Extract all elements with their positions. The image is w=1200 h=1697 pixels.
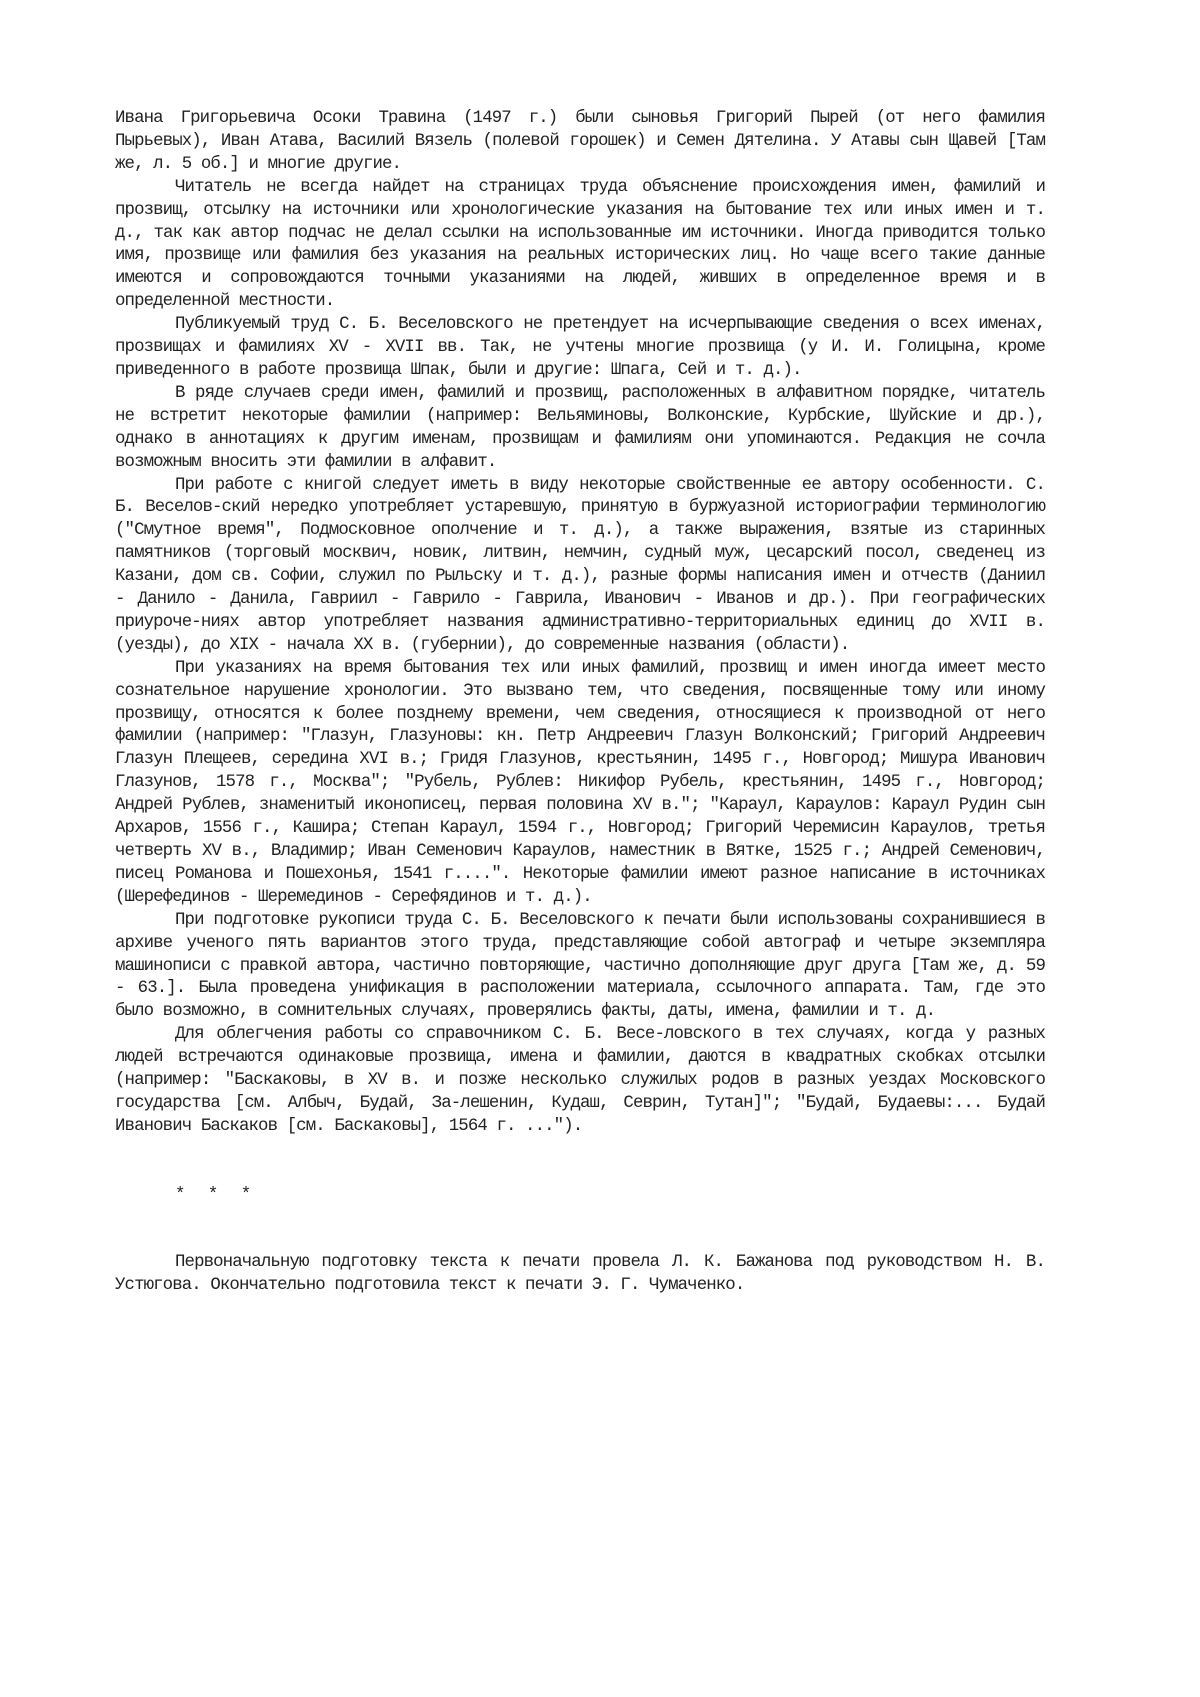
paragraph-1: Ивана Григорьевича Осоки Травина (1497 г.) были сыновья Григорий Пырей (от него фамилия Пырьевых), Иван Атава, Василий Вязель (полевой горошек) и Семен Дятелина. У Атавы сын Щавей [Там же, л. 5 об.] и многие другие. xyxy=(115,109,1045,174)
paragraph-8: Для облегчения работы со справочником С. Б. Весе-ловского в тех случаях, когда у разных людей встречаются одинаковые прозвища, имена и фамилии, даются в квадратных скобках отсылки (например: "Баскаковы, в XV в. и позже несколько служилых родов в разных уездах Московского государства [см. Албыч, Будай, За-лешенин, Кудаш, Севрин, Тутан]"; "Будай, Будаевы:... Будай Иванович Баскаков [см. Баскаковы], 1564 г. ..."). xyxy=(115,1025,1045,1136)
section-separator: * * * xyxy=(175,1185,258,1205)
paragraph-4: В ряде случаев среди имен, фамилий и прозвищ, расположенных в алфавитном порядке, читатель не встретит некоторые фамилии (например: Вельяминовы, Волконские, Курбские, Шуйские и др.), однако в аннотациях к другим именам, прозвищам и фамилиям они упоминаются. Редакция не сочла возможным вносить эти фамилии в алфавит. xyxy=(115,383,1045,472)
paragraph-5: При работе с книгой следует иметь в виду некоторые свойственные ее автору особенности. С. Б. Веселов-ский нередко употребляет устаревшую, принятую в буржуазной историографии терминологию ("Смутное время", Подмосковное ополчение и т. д.), а также выражения, взятые из старинных памятников (торговый москвич, новик, литвин, немчин, судный муж, цесарский посол, сведенец из Казани, дом св. Софии, служил по Рыльску и т. д.), разные формы написания имен и отчеств (Даниил - Данило - Данила, Гавриил - Гаврило - Гаврила, Иванович - Иванов и др.). При географических приуроче-ниях автор употребляет названия административно-территориальных единиц до XVII в. (уезды), до XIX - начала XX в. (губернии), до современные названия (области). xyxy=(115,475,1045,655)
paragraph-7: При подготовке рукописи труда С. Б. Веселовского к печати были использованы сохранившиеся в архиве ученого пять вариантов этого труда, представляющие собой автограф и четыре экземпляра машинописи с правкой автора, частично повторяющие, частично дополняющие друг друга [Там же, д. 59 - 63.]. Была проведена унификация в расположении материала, ссылочного аппарата. Там, где это было возможно, в сомнительных случаях, проверялись факты, даты, имена, фамилии и т. д. xyxy=(115,910,1045,1022)
document-page xyxy=(115,108,1045,1298)
final-paragraph: Первоначальную подготовку текста к печати провела Л. К. Бажанова под руководством Н. В. Устюгова. Окончательно подготовила текст к печати Э. Г. Чумаченко. xyxy=(115,1252,1045,1295)
paragraph-3: Публикуемый труд С. Б. Веселовского не претендует на исчерпывающие сведения о всех именах, прозвищах и фамилиях XV - XVII вв. Так, не учтены многие прозвища (у И. И. Голицына, кроме приведенного в работе прозвища Шпак, были и другие: Шпага, Сей и т. д.). xyxy=(115,315,1045,380)
paragraph-6: При указаниях на время бытования тех или иных фамилий, прозвищ и имен иногда имеет место сознательное нарушение хронологии. Это вызвано тем, что сведения, посвященные тому или иному прозвищу, относятся к более позднему времени, чем сведения, относящиеся к производной от него фамилии (например: "Глазун, Глазуновы: кн. Петр Андреевич Глазун Волконский; Григорий Андреевич Глазун Плещеев, середина XVI в.; Гридя Глазунов, крестьянин, 1495 г., Новгород; Мишура Иванович Глазунов, 1578 г., Москва"; "Рубель, Рублев: Никифор Рубель, крестьянин, 1495 г., Новгород; Андрей Рублев, знаменитый иконописец, первая половина XV в."; "Караул, Караулов: Караул Рудин сын Архаров, 1556 г., Кашира; Степан Караул, 1594 г., Новгород; Григорий Черемисин Караулов, третья четверть XV в., Владимир; Иван Семенович Караулов, наместник в Вятке, 1525 г.; Андрей Семенович, писец Романова и Пошехонья, 1541 г....". Некоторые фамилии имеют разное написание в источниках (Шерефединов - Шеремединов - Серефядинов и т. д.). xyxy=(115,658,1045,907)
paragraph-2: Читатель не всегда найдет на страницах труда объяснение происхождения имен, фамилий и прозвищ, отсылку на источники или хронологические указания на бытование тех или иных имен и т. д., так как автор подчас не делал ссылки на использованные им источники. Иногда приводится только имя, прозвище или фамилия без указания на реальных исторических лиц. Но чаще всего такие данные имеются и сопровождаются точными указаниями на людей, живших в определенное время и в определенной местности. xyxy=(115,177,1045,312)
